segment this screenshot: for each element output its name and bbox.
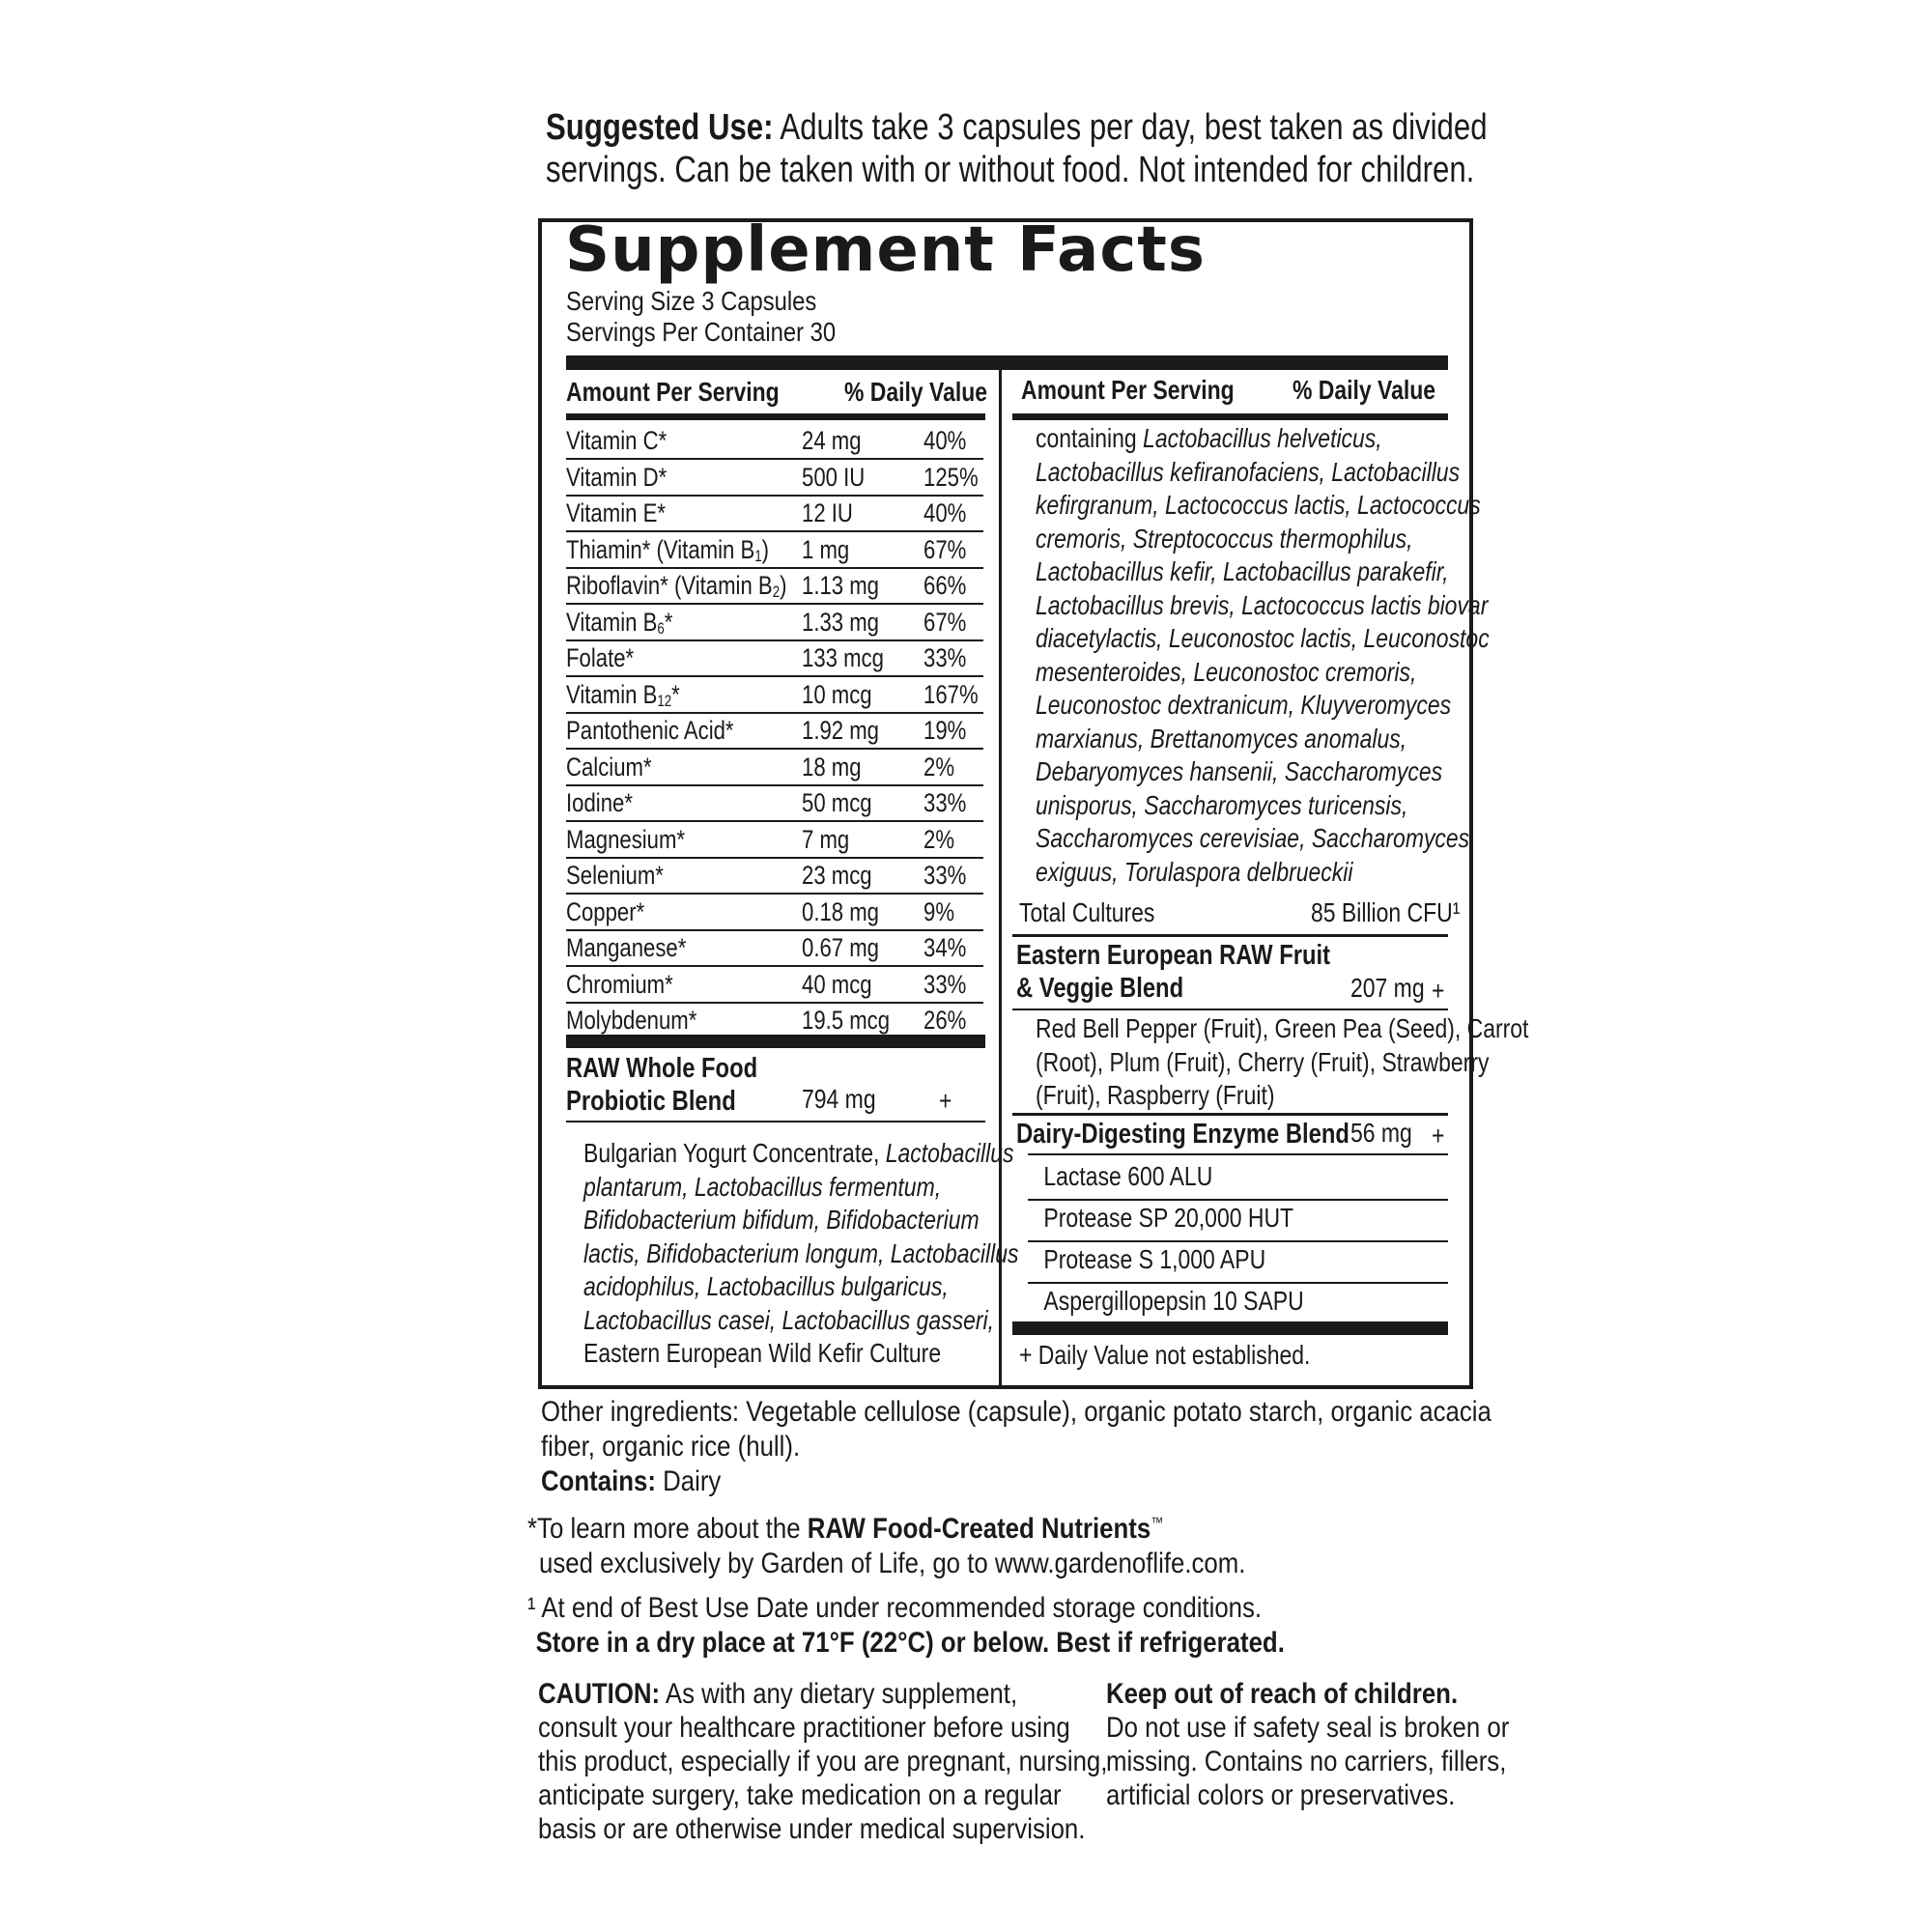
nutrient-daily-value: 2% [923,752,955,781]
right-header-rule [1012,413,1448,420]
nutrient-row [566,929,983,967]
nutrient-daily-value: 34% [923,933,967,962]
veggie-ingredient-line: (Fruit), Raspberry (Fruit) [1036,1080,1275,1110]
veggie-blend-title: Eastern European RAW Fruit & Veggie Blend [1016,940,1331,1004]
culture-ingredient-line: marxianus, Brettanomyces anomalus, [1036,723,1407,753]
nutrient-daily-value: 2% [923,824,955,854]
serving-size: Serving Size 3 Capsules [566,286,817,316]
nutrient-amount: 0.18 mg [802,896,880,926]
nutrient-name: Vitamin E* [566,498,666,527]
nutrient-name: Thiamin* (Vitamin $B_1$) [566,534,770,565]
thick-divider-blend [566,1035,985,1048]
culture-ingredients [1036,422,1589,889]
nutrient-amount: 500 IU [802,462,866,492]
caution-line: basis or are otherwise under medical supervision. [538,1813,1086,1845]
probiotic-ingredient-line: Bulgarian Yogurt Concentrate, Lactobacillus [583,1138,1014,1168]
nutrient-name: Copper* [566,896,645,926]
keep-out-line: artificial colors or preservatives. [1106,1779,1456,1811]
nutrient-amount: 24 mg [802,426,862,455]
probiotic-ingredient-line: plantarum, Lactobacillus fermentum, [583,1171,942,1202]
nutrient-row [566,857,983,895]
nutrient-name: Molybdenum* [566,1006,697,1035]
caution-line: consult your healthcare practitioner before using [538,1712,1070,1744]
probiotic-ingredient-line: Eastern European Wild Kefir Culture [583,1338,942,1368]
nutrient-name: Folate* [566,643,635,672]
nutrient-daily-value: 40% [923,426,967,455]
culture-ingredient-line: Lactobacillus kefir, Lactobacillus parakefir, [1036,556,1449,586]
total-cultures-value: 85 Billion CFU¹ [1311,897,1461,927]
keep-out-block [1106,1677,1575,1812]
probiotic-blend-amount: 794 mg [802,1084,876,1114]
servings-per-container: Servings Per Container 30 [566,317,837,347]
nutrient-amount: 40 mcg [802,969,872,999]
nutrient-row [566,894,983,931]
panel-title: Supplement Facts [565,214,1206,286]
nutrient-amount: 10 mcg [802,679,872,709]
serving-info [566,286,883,348]
suggested-use [546,106,1693,191]
keep-out-line: missing. Contains no carriers, fillers, [1106,1746,1507,1777]
nutrient-amount: 18 mg [802,752,862,781]
nutrient-name: Pantothenic Acid* [566,716,734,745]
nutrient-daily-value: 67% [923,607,967,637]
nutrient-row [566,531,983,569]
culture-ingredient-line: diacetylactis, Leuconostoc lactis, Leuconostoc [1036,623,1490,653]
nutrient-row [566,639,983,677]
nutrient-daily-value: 167% [923,679,979,709]
culture-ingredient-line: exiguus, Torulaspora delbrueckii [1036,856,1353,887]
keep-out-line: Do not use if safety seal is broken or [1106,1712,1510,1744]
other-ingredients: Other ingredients: Vegetable cellulose (capsule), organic potato starch, organic acacia fiber, organic rice (hull). Contains: Dairy [541,1396,1492,1497]
nutrient-name: Vitamin D* [566,462,668,492]
veggie-ingredients [1036,1012,1636,1113]
culture-ingredient-line: Lactobacillus kefiranofaciens, Lactobacillus [1036,456,1461,487]
nutrient-amount: 19.5 mcg [802,1006,891,1035]
daily-value-footnote: + Daily Value not established. [1019,1340,1311,1370]
nutrient-name: Calcium* [566,752,652,781]
left-header-dv: % Daily Value [844,377,988,407]
enzyme-rule [1028,1282,1448,1284]
enzyme-row: Lactase 600 ALU [1043,1161,1213,1191]
nutrient-amount: 23 mcg [802,861,872,890]
probiotic-ingredient-line: acidophilus, Lactobacillus bulgaricus, [583,1271,949,1301]
nutrient-daily-value: 26% [923,1006,967,1035]
right-header-amount: Amount Per Serving [1021,375,1235,405]
veggie-list-rule [1012,1113,1448,1116]
total-cultures-rule [1012,934,1448,937]
nutrient-name: Iodine* [566,788,633,817]
caution-line: CAUTION: As with any dietary supplement, [538,1678,1018,1710]
nutrient-daily-value: 33% [923,969,967,999]
nutrient-name: Selenium* [566,861,664,890]
left-header-rule [566,413,985,420]
enzyme-rule [1028,1199,1448,1201]
caution-line: this product, especially if you are pregnant, nursing, [538,1746,1108,1777]
culture-ingredient-line: Leuconostoc dextranicum, Kluyveromyces [1036,690,1452,720]
caution-block [538,1677,1200,1846]
right-header-dv: % Daily Value [1293,375,1436,405]
nutrient-amount: 1.92 mg [802,716,880,745]
enzyme-blend-dv: + [1432,1121,1445,1151]
probiotic-ingredient-line: lactis, Bifidobacterium longum, Lactobacillus [583,1237,1019,1268]
suggested-use-label: Suggested Use: [546,107,774,148]
nutrient-name: Riboflavin* (Vitamin $B_2$) [566,571,787,602]
probiotic-blend-rule [566,1121,985,1122]
nutrient-daily-value: 19% [923,716,967,745]
probiotic-ingredient-line: Bifidobacterium bifidum, Bifidobacterium [583,1205,980,1235]
keep-out-title: Keep out of reach of children. [1106,1678,1459,1710]
caution-line: anticipate surgery, take medication on a regular [538,1779,1062,1811]
contains-value: Dairy [655,1465,722,1497]
veggie-blend-amount: 207 mg [1350,973,1425,1003]
nutrient-name: Magnesium* [566,824,686,854]
nutrient-daily-value: 33% [923,861,967,890]
nutrient-row [566,422,983,460]
veggie-ingredient-line: Red Bell Pepper (Fruit), Green Pea (Seed), Carrot [1036,1013,1529,1043]
nutrient-amount: 1.13 mg [802,571,880,600]
nutrient-daily-value: 9% [923,896,955,926]
nutrient-name: Vitamin $B_6*$ [566,607,673,638]
nutrient-name: Chromium* [566,969,673,999]
total-cultures-label: Total Cultures [1019,897,1155,927]
nutrient-name: Vitamin C* [566,426,668,455]
nutrient-row [566,966,983,1004]
nutrient-amount: 12 IU [802,498,853,527]
enzyme-blend-rule [1028,1153,1448,1155]
suggested-use-text-1: Adults take 3 capsules per day, best taken as divided [773,107,1488,148]
nutrient-amount: 133 mcg [802,643,884,672]
culture-ingredient-line: containing Lactobacillus helveticus, [1036,423,1382,453]
nutrient-name: Vitamin $B_{12}*$ [566,679,680,710]
enzyme-rule [1028,1240,1448,1242]
nutrient-name: Manganese* [566,933,687,962]
thick-divider-top [566,355,1448,370]
nutrient-row [566,604,983,641]
veggie-ingredient-line: (Root), Plum (Fruit), Cherry (Fruit), Strawberry [1036,1046,1490,1077]
caution-label: CAUTION: [538,1678,661,1710]
nutrient-daily-value: 33% [923,643,967,672]
raw-food-brand: RAW Food-Created Nutrients [807,1513,1151,1545]
nutrient-amount: 1 mg [802,534,850,564]
nutrient-row [566,495,983,532]
enzyme-row: Aspergillopepsin 10 SAPU [1043,1286,1304,1316]
left-header-amount: Amount Per Serving [566,377,780,407]
probiotic-blend-dv: + [939,1086,952,1116]
nutrient-daily-value: 125% [923,462,979,492]
culture-ingredient-line: Lactobacillus brevis, Lactococcus lactis biovar [1036,589,1489,620]
enzyme-row: Protease SP 20,000 HUT [1043,1203,1294,1233]
veggie-blend-dv: + [1432,976,1445,1006]
contains-label: Contains: [541,1465,656,1497]
probiotic-blend-title: RAW Whole Food Probiotic Blend [566,1053,758,1117]
nutrient-amount: 0.67 mg [802,933,880,962]
suggested-use-text-2: servings. Can be taken with or without food. Not intended for children. [546,150,1475,190]
nutrient-row [566,567,983,605]
nutrient-row [566,712,983,750]
culture-ingredient-line: cremoris, Streptococcus thermophilus, [1036,523,1413,554]
probiotic-ingredient-line: Lactobacillus casei, Lactobacillus gasseri, [583,1304,994,1335]
learn-more: *To learn more about the RAW Food-Created Nutrients™ used exclusively by Garden of Life, go to www.gardenoflife.com. [527,1513,1246,1579]
nutrient-amount: 50 mcg [802,788,872,817]
nutrient-daily-value: 66% [923,571,967,600]
culture-ingredient-line: kefirgranum, Lactococcus lactis, Lactococcus [1036,490,1481,520]
nutrient-daily-value: 67% [923,534,967,564]
culture-ingredient-line: Debaryomyces hansenii, Saccharomyces [1036,756,1443,786]
nutrient-row [566,784,983,822]
storage-note: ¹ At end of Best Use Date under recommended storage conditions. Store in a dry place at 71°F (22°C) or below. Best if refrigerated. [527,1592,1285,1659]
nutrient-amount: 1.33 mg [802,607,880,637]
enzyme-blend-amount: 56 mg [1350,1118,1412,1148]
nutrient-row [566,459,983,497]
nutrient-row [566,749,983,786]
culture-ingredient-line: Saccharomyces cerevisiae, Saccharomyces [1036,823,1470,853]
enzyme-row: Protease S 1,000 APU [1043,1244,1266,1274]
nutrient-daily-value: 40% [923,498,967,527]
nutrient-row [566,676,983,714]
enzyme-blend-title: Dairy-Digesting Enzyme Blend [1016,1119,1350,1150]
veggie-blend-rule [1012,1009,1448,1010]
culture-ingredient-line: mesenteroides, Leuconostoc cremoris, [1036,656,1417,687]
nutrient-amount: 7 mg [802,824,850,854]
nutrient-row [566,821,983,859]
culture-ingredient-line: unisporus, Saccharomyces turicensis, [1036,789,1408,820]
thick-divider-bottom [1012,1321,1448,1335]
nutrient-daily-value: 33% [923,788,967,817]
